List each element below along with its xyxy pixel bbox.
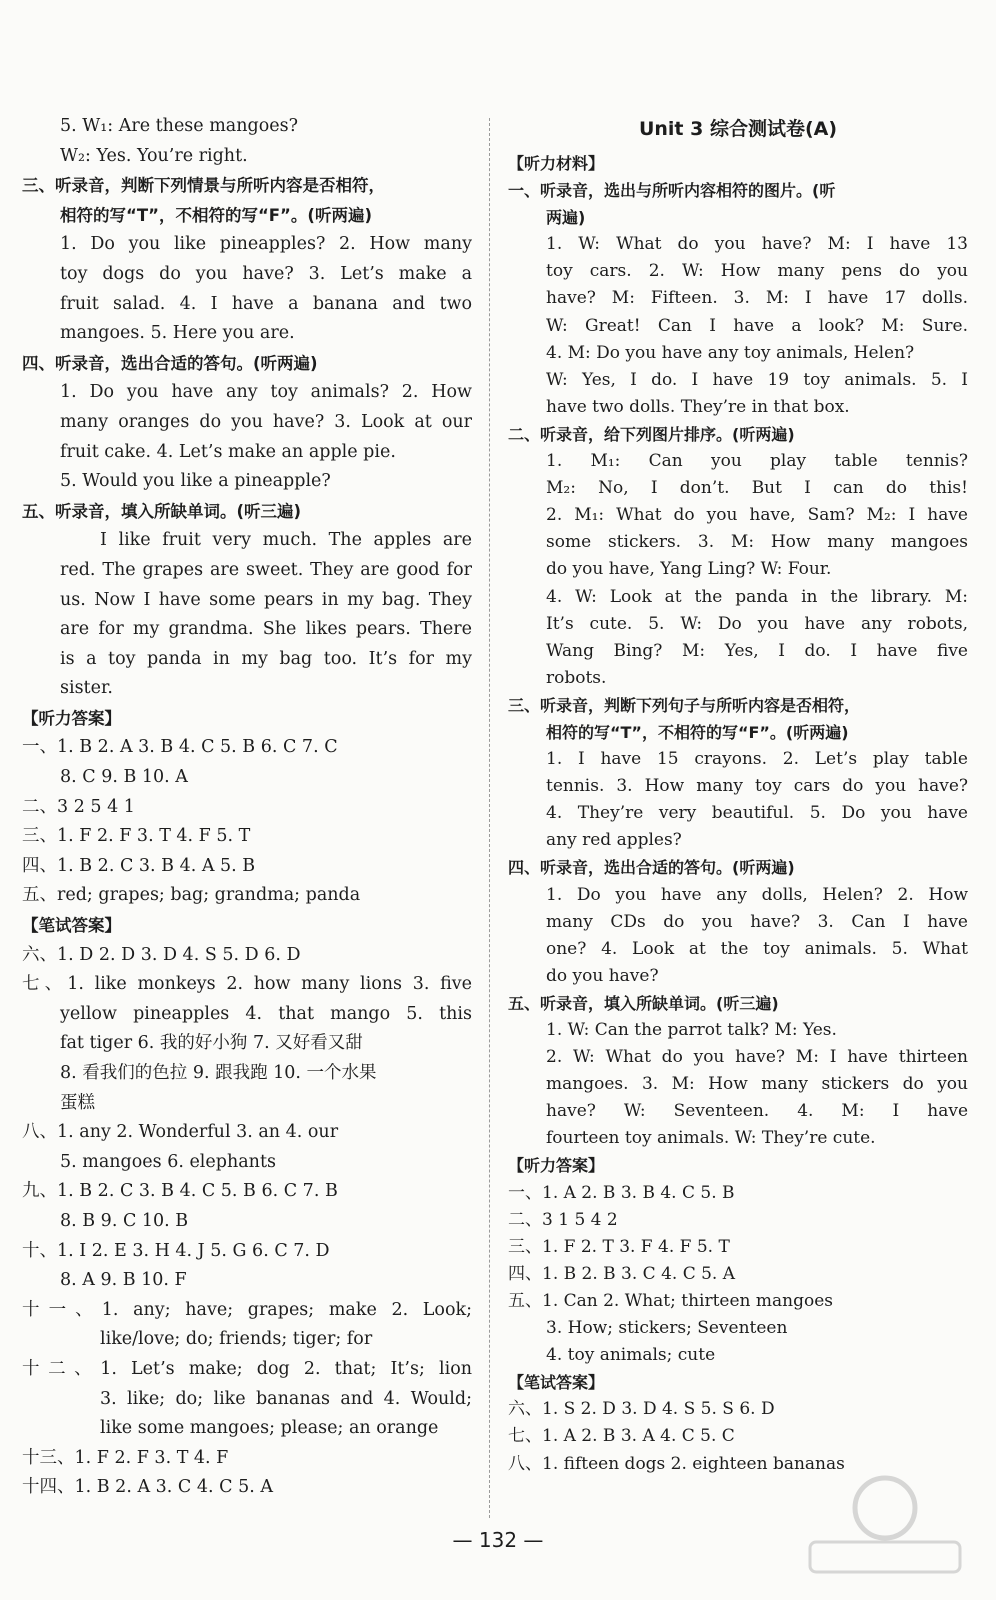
- left-column-line: 8. A 9. B 10. F: [60, 1270, 187, 1291]
- left-column-line: 8. B 9. C 10. B: [60, 1210, 189, 1231]
- right-column-line: 六、1. S 2. D 3. D 4. S 5. S 6. D: [508, 1399, 775, 1420]
- left-column-line: like some mangoes; please; an orange: [100, 1418, 439, 1439]
- left-column-line: 五、听录音，填入所缺单词。(听三遍): [22, 501, 302, 521]
- left-column-line: 十二、1. Let’s make; dog 2. that; It’s; lion: [22, 1358, 472, 1379]
- left-column-line: 8. 看我们的色拉 9. 跟我跑 10. 一个水果: [60, 1063, 377, 1083]
- right-column-line: W: Yes, I do. I have 19 toy animals. 5. I: [546, 369, 968, 390]
- right-column-line: 五、听录音，填入所缺单词。(听三遍): [508, 993, 779, 1013]
- left-column-line: are for my grandma. She likes pears. There: [60, 619, 472, 640]
- right-column-line: fourteen toy animals. W: They’re cute.: [546, 1128, 876, 1149]
- right-column-line: 4. toy animals; cute: [546, 1345, 716, 1366]
- right-column-line: any red apples?: [546, 830, 682, 851]
- right-column-line: 相符的写“T”，不相符的写“F”。(听两遍): [546, 722, 849, 742]
- column-divider: [489, 118, 490, 1518]
- right-column-line: 1. W: What do you have? M: I have 13: [546, 234, 968, 255]
- right-column-line: 四、1. B 2. B 3. C 4. C 5. A: [508, 1263, 736, 1284]
- left-column-line: 1. Do you have any toy animals? 2. How: [60, 382, 472, 403]
- left-column-line: mangoes. 5. Here you are.: [60, 323, 295, 344]
- right-column-line: 3. How; stickers; Seventeen: [546, 1318, 788, 1339]
- right-column-line: Wang Bing? M: Yes, I do. I have five: [546, 640, 968, 661]
- right-column-line: 2. M₁: What do you have, Sam? M₂: I have: [546, 505, 968, 526]
- right-column-line: have two dolls. They’re in that box.: [546, 396, 850, 417]
- left-column-line: 四、1. B 2. C 3. B 4. A 5. B: [22, 855, 256, 876]
- left-column-line: fruit cake. 4. Let’s make an apple pie.: [60, 441, 396, 462]
- left-column-line: I like fruit very much. The apples are: [100, 530, 472, 551]
- left-column-line: W₂: Yes. You’re right.: [60, 145, 248, 166]
- left-column-line: 十一、1. any; have; grapes; make 2. Look;: [22, 1299, 472, 1320]
- right-column-line: mangoes. 3. M: How many stickers do you: [546, 1074, 968, 1095]
- right-column-line: 五、1. Can 2. What; thirteen mangoes: [508, 1290, 834, 1311]
- right-column-line: 1. M₁: Can you play table tennis?: [546, 451, 968, 472]
- page-number: — 132 —: [452, 1528, 544, 1552]
- right-column-line: 1. I have 15 crayons. 2. Let’s play table: [546, 749, 968, 770]
- left-column-line: 3. like; do; like bananas and 4. Would;: [100, 1388, 472, 1409]
- right-column-line: one? 4. Look at the toy animals. 5. What: [546, 938, 968, 959]
- right-column-line: many CDs do you have? 3. Can I have: [546, 911, 968, 932]
- right-column-line: 三、听录音，判断下列句子与所听内容是否相符，: [508, 695, 861, 715]
- left-column: [22, 112, 472, 1503]
- right-column-line: W: Great! Can I have a look? M: Sure.: [546, 315, 968, 336]
- right-column-line: 二、3 1 5 4 2: [508, 1209, 618, 1230]
- right-column-line: 一、1. A 2. B 3. B 4. C 5. B: [508, 1182, 735, 1203]
- left-column-line: 八、1. any 2. Wonderful 3. an 4. our: [22, 1122, 339, 1143]
- right-column-line: 4. W: Look at the panda in the library. M:: [546, 586, 968, 607]
- left-column-line: 三、1. F 2. F 3. T 4. F 5. T: [22, 826, 251, 847]
- left-column-line: 十三、1. F 2. F 3. T 4. F: [22, 1447, 229, 1468]
- left-column-line: toy dogs do you have? 3. Let’s make a: [60, 263, 472, 284]
- right-column-line: 两遍): [546, 208, 586, 228]
- right-column-line: 四、听录音，选出合适的答句。(听两遍): [508, 858, 795, 878]
- left-column-line: 九、1. B 2. C 3. B 4. C 5. B 6. C 7. B: [22, 1181, 338, 1202]
- left-column-line: 5. mangoes 6. elephants: [60, 1151, 276, 1172]
- right-column-line: It’s cute. 5. W: Do you have any robots,: [546, 613, 968, 634]
- left-column-line: sister.: [60, 678, 113, 699]
- left-column-line: 1. Do you like pineapples? 2. How many: [60, 234, 472, 255]
- right-column-line: 二、听录音，给下列图片排序。(听两遍): [508, 424, 795, 444]
- right-column-line: 4. They’re very beautiful. 5. Do you have: [546, 803, 968, 824]
- right-column-line: robots.: [546, 667, 607, 688]
- right-column-line: 1. Do you have any dolls, Helen? 2. How: [546, 884, 968, 905]
- right-column-line: 七、1. A 2. B 3. A 4. C 5. C: [508, 1426, 735, 1447]
- left-column-line: yellow pineapples 4. that mango 5. this: [60, 1003, 472, 1024]
- left-column-line: 四、听录音，选出合适的答句。(听两遍): [22, 353, 318, 373]
- right-column: [508, 112, 968, 1478]
- right-column-line: have? M: Fifteen. 3. M: I have 17 dolls.: [546, 288, 968, 309]
- left-column-line: fat tiger 6. 我的好小狗 7. 又好看又甜: [60, 1033, 363, 1054]
- left-column-line: is a toy panda in my bag too. It’s for my: [60, 648, 472, 669]
- right-column-line: 1. W: Can the parrot talk? M: Yes.: [546, 1020, 837, 1040]
- left-column-line: many oranges do you have? 3. Look at our: [60, 411, 472, 432]
- right-column-line: 4. M: Do you have any toy animals, Helen?: [546, 342, 915, 363]
- right-column-line: 【笔试答案】: [508, 1373, 605, 1393]
- unit-title: Unit 3 综合测试卷(A): [638, 118, 838, 140]
- left-column-line: 【听力答案】: [22, 708, 121, 728]
- left-column-line: 十、1. I 2. E 3. H 4. J 5. G 6. C 7. D: [22, 1240, 330, 1261]
- left-column-line: 二、3 2 5 4 1: [22, 796, 135, 817]
- left-column-line: 【笔试答案】: [22, 916, 121, 936]
- right-column-line: 三、1. F 2. T 3. F 4. F 5. T: [508, 1236, 730, 1257]
- left-column-line: 相符的写“T”，不相符的写“F”。(听两遍): [60, 205, 372, 225]
- right-column-line: do you have, Yang Ling? W: Four.: [546, 559, 832, 580]
- right-column-line: 【听力材料】: [508, 154, 605, 173]
- left-column-line: 六、1. D 2. D 3. D 4. S 5. D 6. D: [22, 944, 301, 965]
- right-column-line: do you have?: [546, 965, 659, 986]
- left-column-line: like/love; do; friends; tiger; for: [100, 1329, 373, 1350]
- left-column-line: 一、1. B 2. A 3. B 4. C 5. B 6. C 7. C: [22, 737, 338, 758]
- watermark-logo: [800, 1470, 970, 1580]
- right-column-body: [508, 150, 968, 1478]
- right-column-line: have? W: Seventeen. 4. M: I have: [546, 1101, 968, 1122]
- right-column-line: toy cars. 2. W: How many pens do you: [546, 261, 968, 282]
- left-column-line: 5. Would you like a pineapple?: [60, 471, 331, 492]
- left-column-line: 七、1. like monkeys 2. how many lions 3. five: [22, 974, 472, 995]
- left-column-line: 8. C 9. B 10. A: [60, 767, 188, 788]
- right-column-line: M₂: No, I don’t. But I can do this!: [546, 478, 968, 499]
- left-column-line: 5. W₁: Are these mangoes?: [60, 116, 298, 136]
- right-column-line: tennis. 3. How many toy cars do you have?: [546, 776, 968, 797]
- left-column-line: fruit salad. 4. I have a banana and two: [60, 293, 472, 314]
- left-column-line: 三、听录音，判断下列情景与所听内容是否相符，: [22, 176, 385, 196]
- left-column-line: red. The grapes are sweet. They are good for: [60, 559, 472, 580]
- left-column-line: 五、red; grapes; bag; grandma; panda: [22, 885, 361, 906]
- right-column-line: 一、听录音，选出与所听内容相符的图片。(听: [508, 181, 836, 201]
- left-column-line: 十四、1. B 2. A 3. C 4. C 5. A: [22, 1477, 273, 1498]
- right-column-line: 【听力答案】: [508, 1156, 605, 1176]
- right-column-line: 2. W: What do you have? M: I have thirteen: [546, 1047, 968, 1068]
- left-column-line: us. Now I have some pears in my bag. They: [60, 589, 472, 610]
- right-column-line: 八、1. fifteen dogs 2. eighteen bananas: [508, 1453, 845, 1474]
- left-column-line: 蛋糕: [60, 1092, 95, 1113]
- right-column-line: some stickers. 3. M: How many mangoes: [546, 532, 968, 553]
